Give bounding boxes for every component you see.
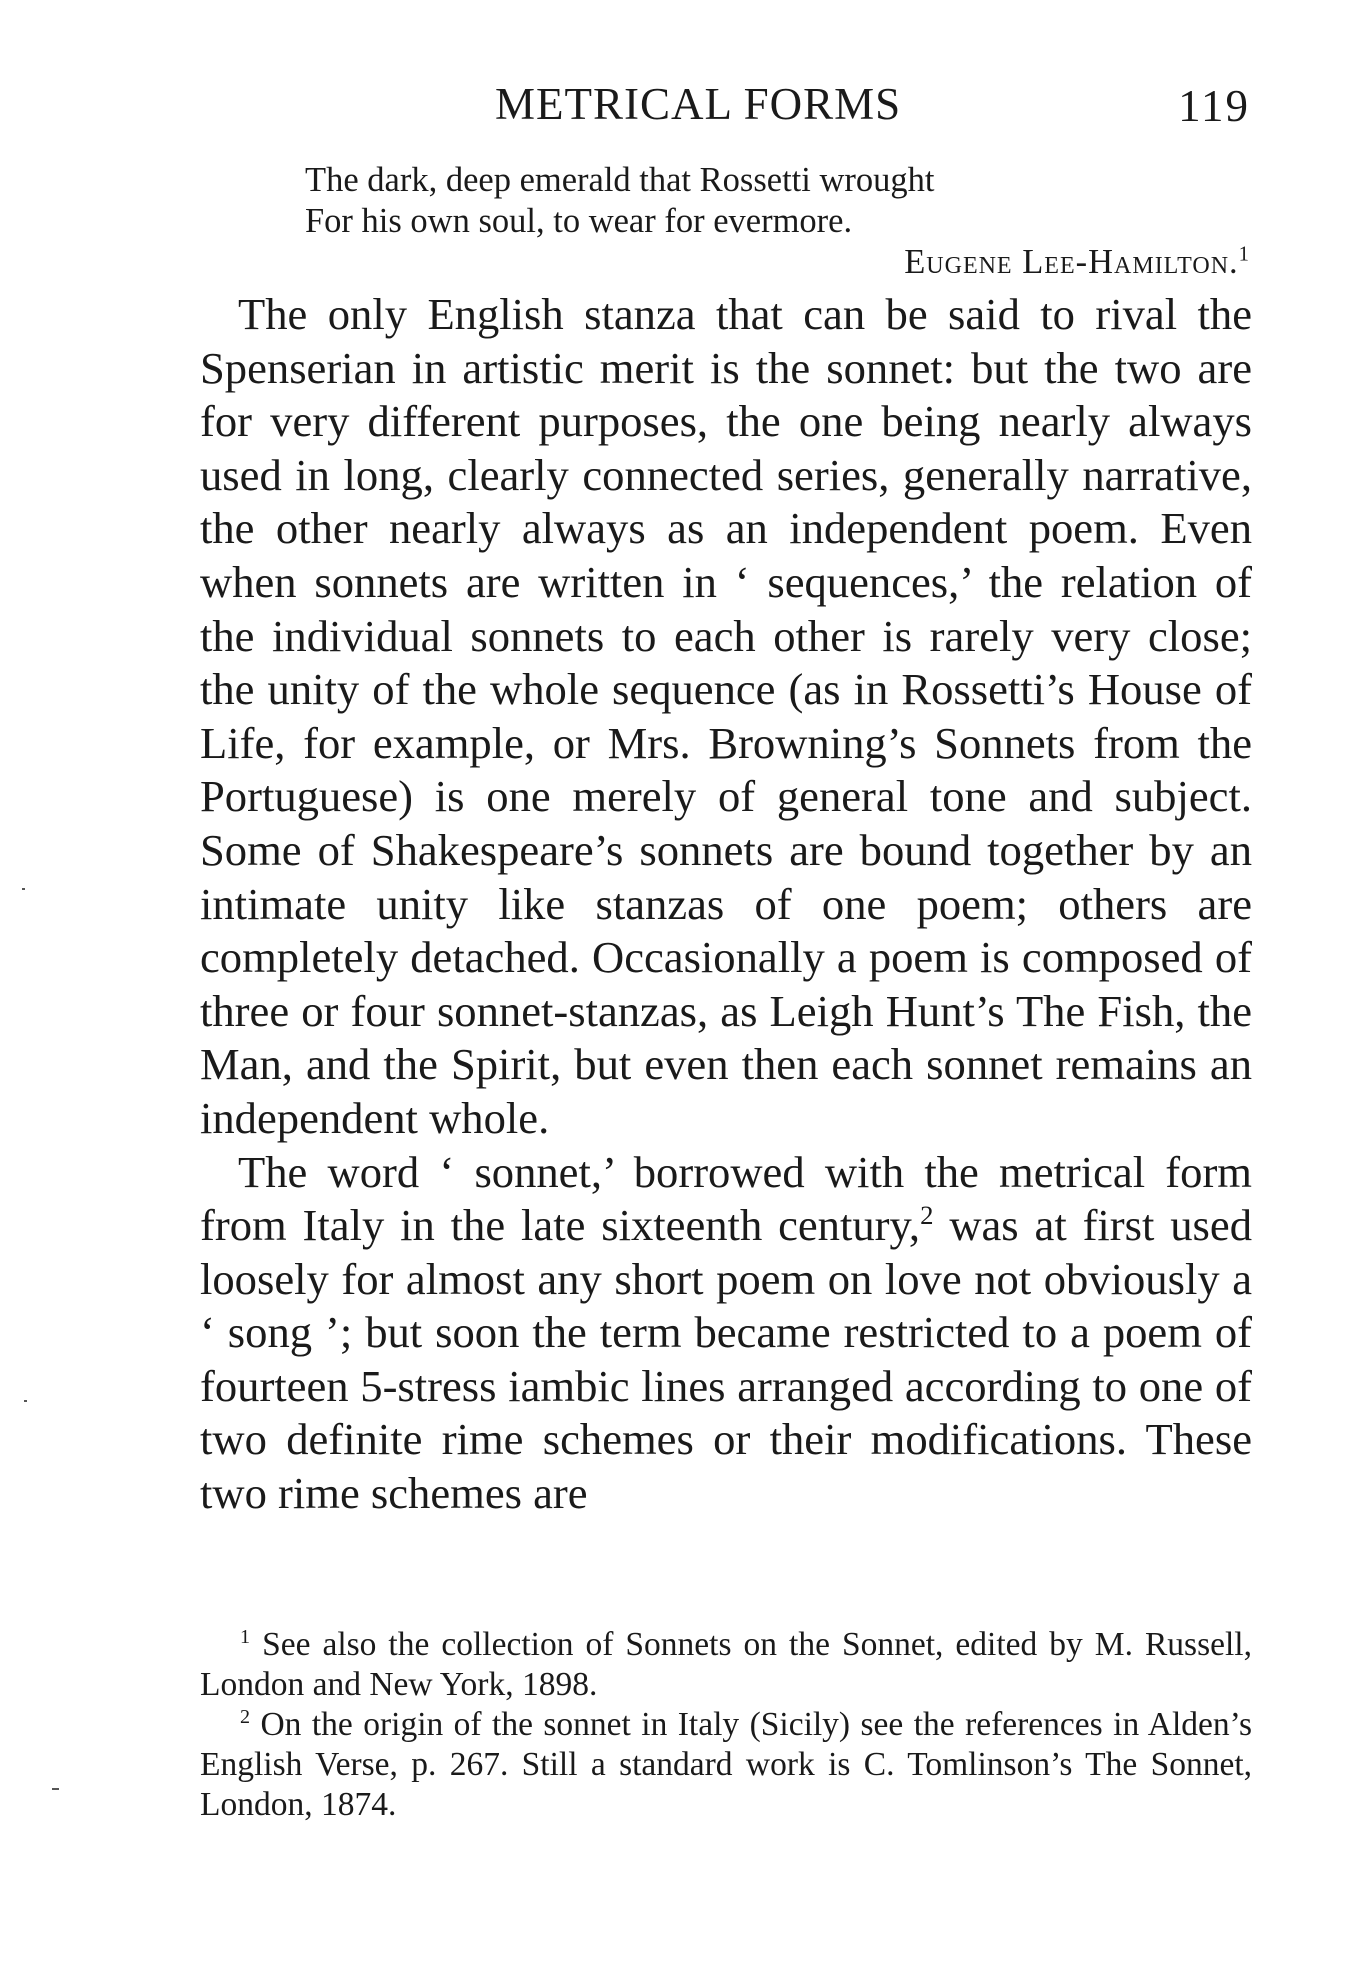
page-number: 119 xyxy=(1178,81,1250,131)
margin-speck xyxy=(22,888,25,890)
epigraph-line-2: For his own soul, to wear for evermore. xyxy=(305,202,853,240)
footnote-marker-2: 2 xyxy=(240,1705,251,1728)
footnote-ref-2: 2 xyxy=(920,1200,934,1231)
footnote-marker-1: 1 xyxy=(240,1625,251,1648)
running-title: METRICAL FORMS xyxy=(495,79,902,129)
attribution-name: Eugene Lee-Hamilton. xyxy=(904,243,1239,281)
paragraph-1: The only English stanza that can be said to rival the Spenserian in artistic merit is the sonnet: but the two are for very different purposes, the one being nearly always used in long, clearly connected series, generally narrative, the other nearly always as an independent poem. Even when sonnets are written in ‘ sequences,’ the relation of the individual sonnets to each other is rarely very close; the unity of the whole sequence (as in Rossetti’s House of Life, for example, or Mrs. Browning’s Sonnets from the Portuguese) is one merely of general tone and subject. Some of Shakespeare’s sonnets are bound together by an intimate unity like stanzas of one poem; others are completely detached. Occasionally a poem is composed of three or four sonnet-stanzas, as Leigh Hunt’s The Fish, the Man, and the Spirit, but even then each sonnet remains an independent whole. xyxy=(200,289,1252,1143)
epigraph-attribution xyxy=(305,242,1250,283)
paragraph-2-text-b: was at first used loosely for almost any short poem on love not obviously a ‘ song ’; but soon the term became restricted to a poem of fourteen 5-stress iambic lines arranged according to one of two definite rime schemes or their modifications. These two rime schemes are xyxy=(200,1200,1253,1519)
epigraph xyxy=(305,160,1250,283)
epigraph-line-1: The dark, deep emerald that Rossetti wrought xyxy=(305,161,935,199)
footnote-2-text: On the origin of the sonnet in Italy (Sicily) see the references in Alden’s English Verse, p. 267. Still a standard work is C. Tomlinson’s The Sonnet, London, 1874. xyxy=(200,1706,1252,1823)
paragraph-2-text-a: The word ‘ sonnet,’ borrowed with the metrical form from Italy in the late sixteenth century, xyxy=(200,1146,1252,1251)
footnote-2 xyxy=(200,1705,1252,1825)
margin-speck xyxy=(24,1400,27,1402)
footnote-1 xyxy=(200,1625,1252,1705)
running-head xyxy=(200,78,1250,138)
footnote-1-text: See also the collection of Sonnets on the Sonnet, edited by M. Russell, London and New York, 1898. xyxy=(200,1626,1252,1703)
body-text xyxy=(200,288,1252,1521)
paragraph-2 xyxy=(200,1146,1252,1521)
footnotes xyxy=(200,1625,1252,1825)
footnote-ref-1: 1 xyxy=(1238,243,1250,266)
margin-speck xyxy=(52,1788,59,1790)
